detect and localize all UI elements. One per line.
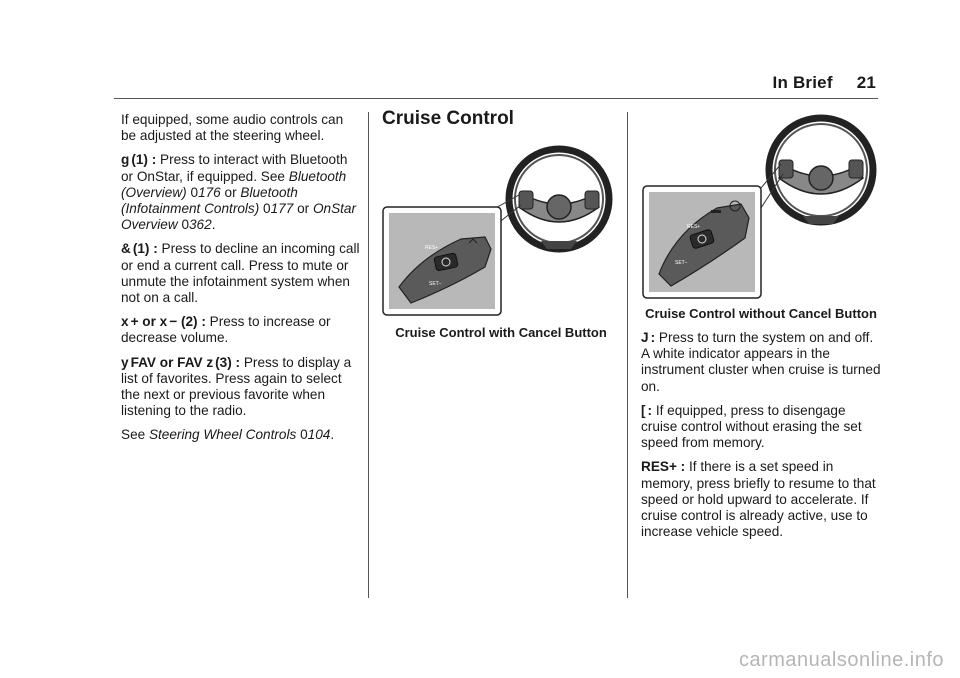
column-2 — [381, 108, 621, 341]
steering-wheel-illustration — [641, 108, 881, 300]
cruise-cancel-figure — [381, 137, 621, 325]
column-3 — [641, 108, 881, 548]
phone-icon: g — [121, 152, 130, 168]
fav-down-icon: z — [206, 354, 214, 370]
res-plus-label: RES+ — [687, 224, 701, 230]
steering-wheel-illustration — [381, 137, 621, 325]
res-plus-entry — [641, 459, 881, 540]
fav-label: FAV or FAV — [130, 354, 203, 370]
cruise-on-off-label: : — [650, 330, 656, 345]
cruise-cancel-text: If equipped, press to disengage cruise control without erasing the set speed from memory. — [641, 402, 862, 451]
cruise-cancel-icon: [ — [641, 402, 646, 418]
running-header — [773, 73, 876, 93]
phone-text: Press to interact with Bluetooth or OnStar, if equipped. See — [121, 152, 348, 184]
page-ref-icon: 0 — [181, 217, 189, 233]
res-plus-entry-label: RES+ : — [641, 459, 686, 475]
cruise-cancel-caption: Cruise Control with Cancel Button — [395, 325, 607, 341]
onstar-overview-link[interactable]: OnStar Overview — [121, 201, 357, 233]
volume-number-label: (2) : — [180, 314, 206, 330]
cruise-no-cancel-figure — [641, 108, 881, 300]
page-ref-176[interactable]: 176 — [198, 184, 221, 200]
end-call-entry — [121, 241, 361, 306]
section-title: In Brief — [772, 73, 833, 92]
end-call-icon: & — [121, 241, 131, 257]
see-prefix: See — [121, 427, 146, 443]
cruise-on-off-text: Press to turn the system on and off. A white indicator appears in the instrument cluster when cruise is turned on. — [641, 330, 881, 394]
cruise-cancel-entry — [641, 403, 881, 452]
page-ref-icon: 0 — [263, 201, 271, 217]
period: . — [330, 427, 335, 443]
column-divider-1 — [368, 112, 369, 598]
page-ref-177[interactable]: 177 — [270, 201, 294, 217]
page-ref-362[interactable]: 362 — [189, 217, 212, 233]
column-1 — [121, 112, 361, 452]
or-text: or — [297, 201, 310, 217]
fav-number-label: (3) : — [215, 354, 241, 370]
page-ref-104[interactable]: 104 — [307, 427, 331, 443]
cruise-on-off-entry — [641, 330, 881, 395]
volume-down-icon: x — [159, 314, 168, 330]
steering-wheel-controls-link[interactable]: Steering Wheel Controls — [148, 427, 297, 443]
volume-text: Press to increase or decrease volume. — [121, 314, 331, 346]
cruise-on-off-icon: J — [641, 330, 649, 345]
header-rule — [114, 98, 878, 99]
favorites-entry — [121, 355, 361, 420]
end-call-text: Press to decline an incoming call or end a current call. Press to mute or unmute the infotainment system when not on a call. — [121, 241, 360, 306]
res-plus-label: RES+ — [425, 245, 439, 252]
period: . — [211, 217, 216, 233]
cruise-control-heading: Cruise Control — [382, 108, 514, 129]
volume-plus-label: + or — [130, 314, 156, 330]
phone-label: (1) : — [131, 152, 157, 168]
audio-intro: If equipped, some audio controls can be adjusted at the steering wheel. — [121, 112, 344, 144]
cruise-no-cancel-caption: Cruise Control without Cancel Button — [645, 306, 877, 321]
or-text: or — [224, 184, 237, 200]
fav-up-icon: y — [121, 354, 129, 370]
bluetooth-overview-link[interactable]: Bluetooth (Overview) — [121, 168, 347, 200]
res-plus-text: If there is a set speed in memory, press briefly to resume to that speed or hold upward to accelerate. If cruise control is already active, use to increase vehicle speed. — [641, 459, 876, 540]
page-number: 21 — [856, 73, 876, 92]
volume-minus-label: − — [169, 314, 178, 330]
volume-up-icon: x — [121, 314, 129, 330]
end-call-label: (1) : — [132, 241, 158, 257]
page-ref-icon: 0 — [300, 427, 308, 443]
set-minus-label: SET− — [675, 260, 688, 266]
favorites-text: Press to display a list of favorites. Press again to select the next or previous favorite when listening to the radio. — [121, 354, 352, 419]
set-minus-label: SET− — [429, 281, 442, 288]
cruise-cancel-label: : — [647, 402, 653, 418]
phone-button-entry — [121, 152, 361, 233]
watermark: carmanualsonline.info — [738, 649, 944, 671]
volume-entry — [121, 314, 361, 346]
see-also-entry — [121, 427, 361, 443]
column-divider-2 — [627, 112, 628, 598]
page-ref-icon: 0 — [190, 184, 199, 200]
bluetooth-infotainment-link[interactable]: Bluetooth (Infotainment Controls) — [121, 184, 298, 217]
